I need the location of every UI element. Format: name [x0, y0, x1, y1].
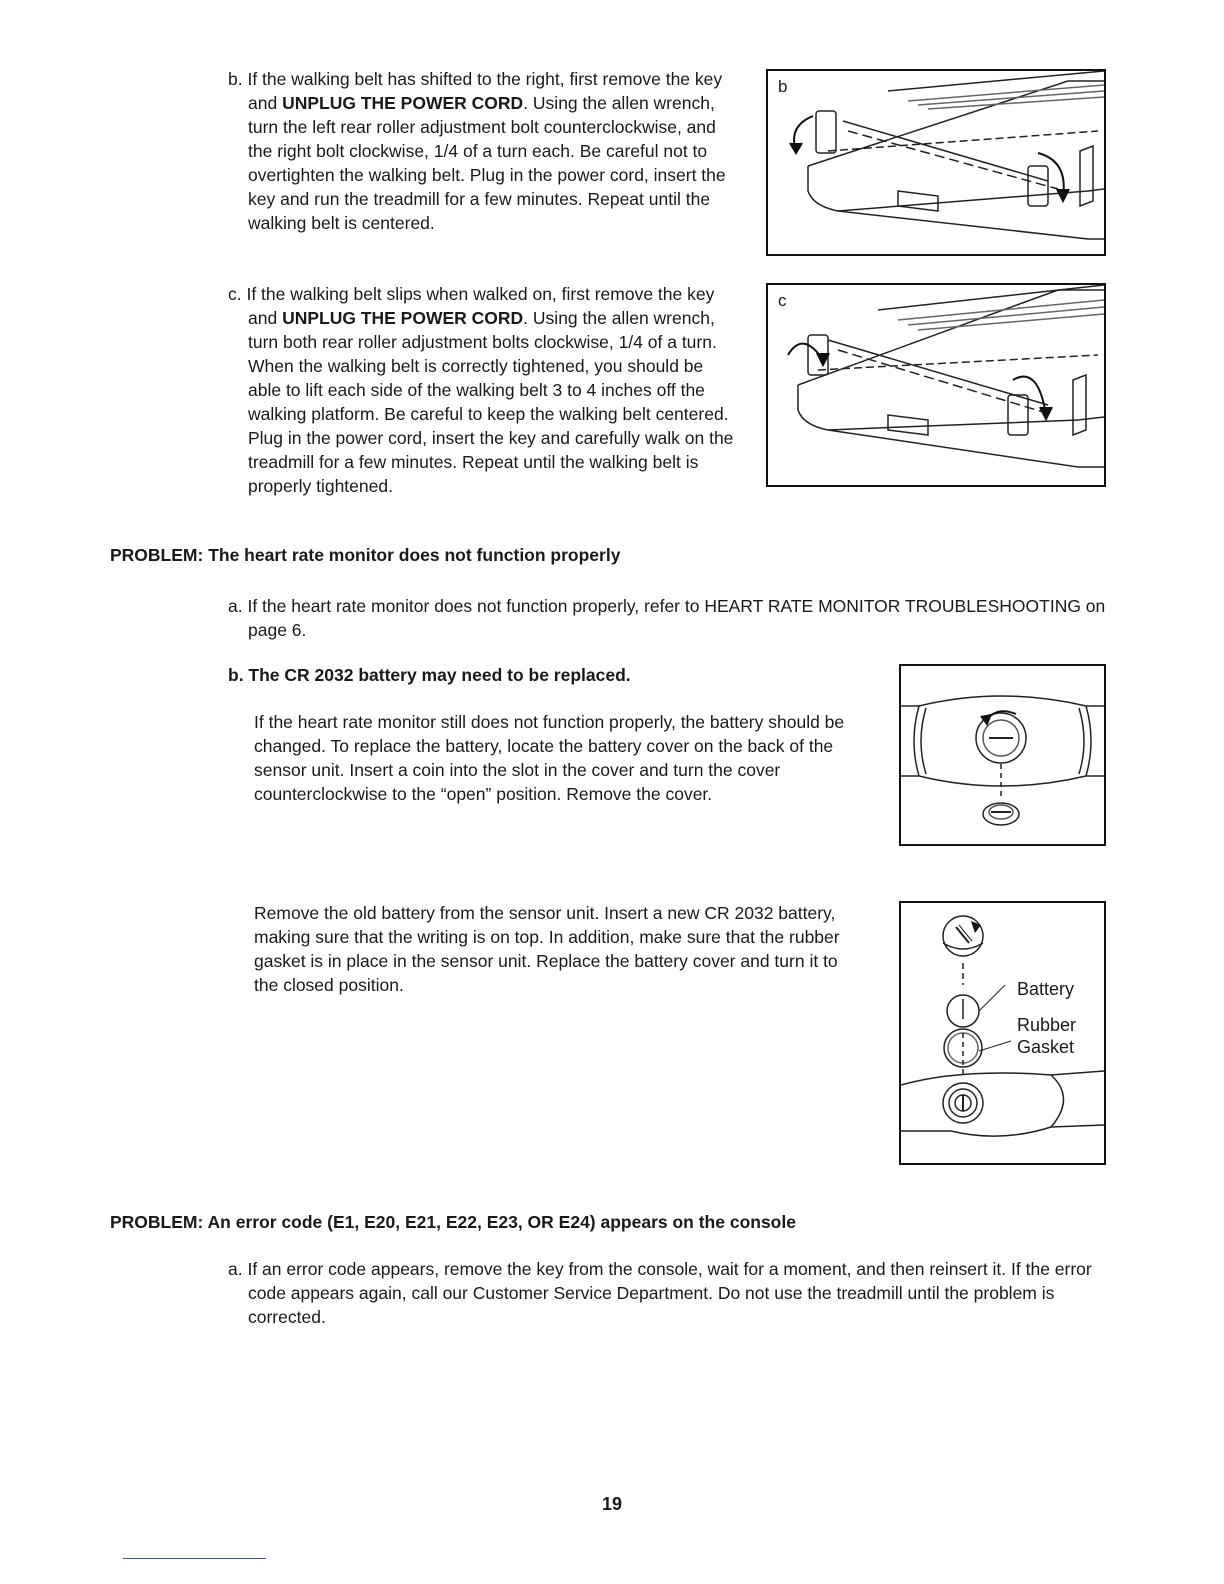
battery-replace-heading: b. The CR 2032 battery may need to be replaced.	[228, 665, 631, 685]
treadmill-rear-illustration-c	[768, 285, 1104, 485]
figure-c-roller-tightening	[766, 283, 1106, 487]
unplug-warning-c: UNPLUG THE POWER CORD	[282, 308, 524, 328]
figure-b-letter: b	[778, 77, 788, 96]
figure-b-roller-adjustment	[766, 69, 1106, 256]
label-rubber: Rubber	[1017, 1015, 1077, 1035]
heart-rate-step-a: a. If the heart rate monitor does not function properly, refer to HEART RATE MONITOR TROUBLESHOOTING on page 6.	[228, 596, 1106, 640]
step-c-text-1: c. If the walking belt slips when walked on, first remove the key and	[228, 284, 715, 328]
treadmill-rear-illustration-b	[768, 71, 1104, 254]
belt-adjust-step-c	[228, 282, 740, 498]
belt-adjust-step-b	[228, 67, 740, 235]
step-c-text-2: . Using the allen wrench, turn both rear roller adjustment bolts clockwise, 1/4 of a turn. When the walking belt is correctly tightened, you should be able to lift each side of the walking belt 3 to 4 inches off the walking platform. Be careful to keep the walking belt centered. Plug in the power cord, insert the key and carefully walk on the treadmill for a few minutes. Repeat until the walking belt is properly tightened.	[248, 308, 734, 496]
figure-battery-cover	[899, 664, 1106, 846]
problem-heading-heart-rate: PROBLEM: The heart rate monitor does not function properly	[110, 545, 621, 565]
label-gasket: Gasket	[1017, 1037, 1075, 1057]
sensor-cover-illustration	[901, 666, 1104, 844]
step-b-text-1: b. If the walking belt has shifted to the right, first remove the key and	[228, 69, 723, 113]
battery-instructions-1: If the heart rate monitor still does not function properly, the battery should be changed. To replace the battery, locate the battery cover on the back of the sensor unit. Insert a coin into the slot in the cover and turn the cover counterclockwise to the “open” position. Remove the cover.	[254, 712, 845, 804]
page-number: 19	[601, 1494, 623, 1514]
problem-heading-error-code: PROBLEM: An error code (E1, E20, E21, E22, E23, OR E24) appears on the console	[110, 1212, 796, 1232]
step-b-text-2: . Using the allen wrench, turn the left rear roller adjustment bolt counterclockwise, and the right bolt clockwise, 1/4 of a turn each. Be careful not to overtighten the walking belt. Plug in the power cord, insert the key and run the treadmill for a few minutes. Repeat until the walking belt is centered.	[248, 93, 726, 233]
label-battery: Battery	[1017, 979, 1075, 999]
figure-battery-gasket	[899, 901, 1106, 1165]
unplug-warning-b: UNPLUG THE POWER CORD	[282, 93, 524, 113]
figure-c-letter: c	[778, 291, 787, 310]
battery-instructions-2: Remove the old battery from the sensor unit. Insert a new CR 2032 battery, making sure that the writing is on top. In addition, make sure that the rubber gasket is in place in the sensor unit. Replace the battery cover and turn it to the closed position.	[254, 903, 840, 995]
footer-rule	[123, 1558, 266, 1559]
error-code-step-a: a. If an error code appears, remove the key from the console, wait for a moment, and then reinsert it. If the error code appears again, call our Customer Service Department. Do not use the treadmill until the problem is corrected.	[228, 1259, 1092, 1327]
